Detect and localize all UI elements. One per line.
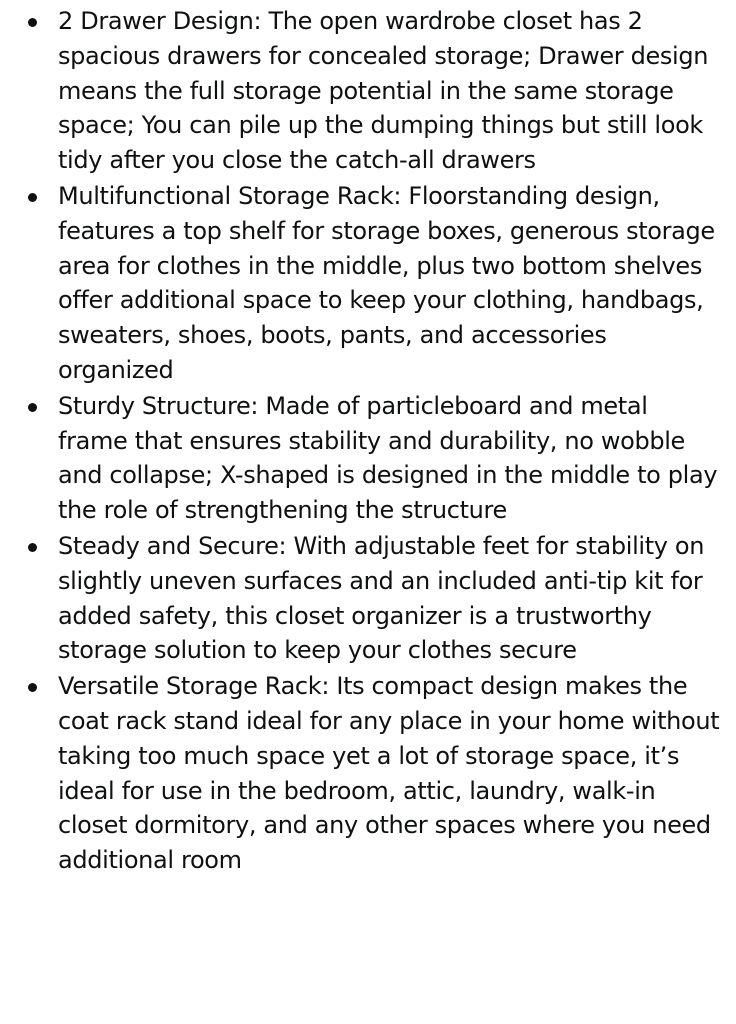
- feature-item-sturdy-structure: [0, 389, 736, 528]
- feature-text: Sturdy Structure: Made of particleboard and metal frame that ensures stability and durability, no wobble and collapse; X-shaped is designed in the middle to play the role of strengthening the structure: [58, 391, 718, 525]
- feature-text: Versatile Storage Rack: Its compact design makes the coat rack stand ideal for any place in your home without taking too much space yet a lot of storage space, it’s ideal for use in the bedroom, attic, laundry, walk-in closet dormitory, and any other spaces where you need additional room: [58, 672, 720, 875]
- feature-text: Steady and Secure: With adjustable feet for stability on slightly uneven surfaces and an included anti-tip kit for added safety, this closet organizer is a trustworthy storage solution to keep your clothes secure: [58, 531, 705, 665]
- bullet-icon: [28, 193, 37, 202]
- bullet-icon: [28, 18, 37, 27]
- bullet-icon: [28, 403, 37, 412]
- feature-item-versatile-rack: [0, 669, 736, 878]
- bullet-icon: [28, 543, 37, 552]
- product-feature-list: [0, 4, 736, 879]
- feature-text: 2 Drawer Design: The open wardrobe closet has 2 spacious drawers for concealed storage; Drawer design means the full storage potential in the same storage space; You can pile up the dumping things but still look tidy after you close the catch-all drawers: [58, 7, 709, 175]
- feature-item-drawer-design: [0, 4, 736, 178]
- feature-item-multifunctional-rack: [0, 179, 736, 388]
- feature-text: Multifunctional Storage Rack: Floorstanding design, features a top shelf for storage boxes, generous storage area for clothes in the middle, plus two bottom shelves offer additional space to keep your clothing, handbags, sweaters, shoes, boots, pants, and accessories organized: [58, 181, 715, 384]
- feature-item-steady-secure: [0, 529, 736, 668]
- bullet-icon: [28, 683, 37, 692]
